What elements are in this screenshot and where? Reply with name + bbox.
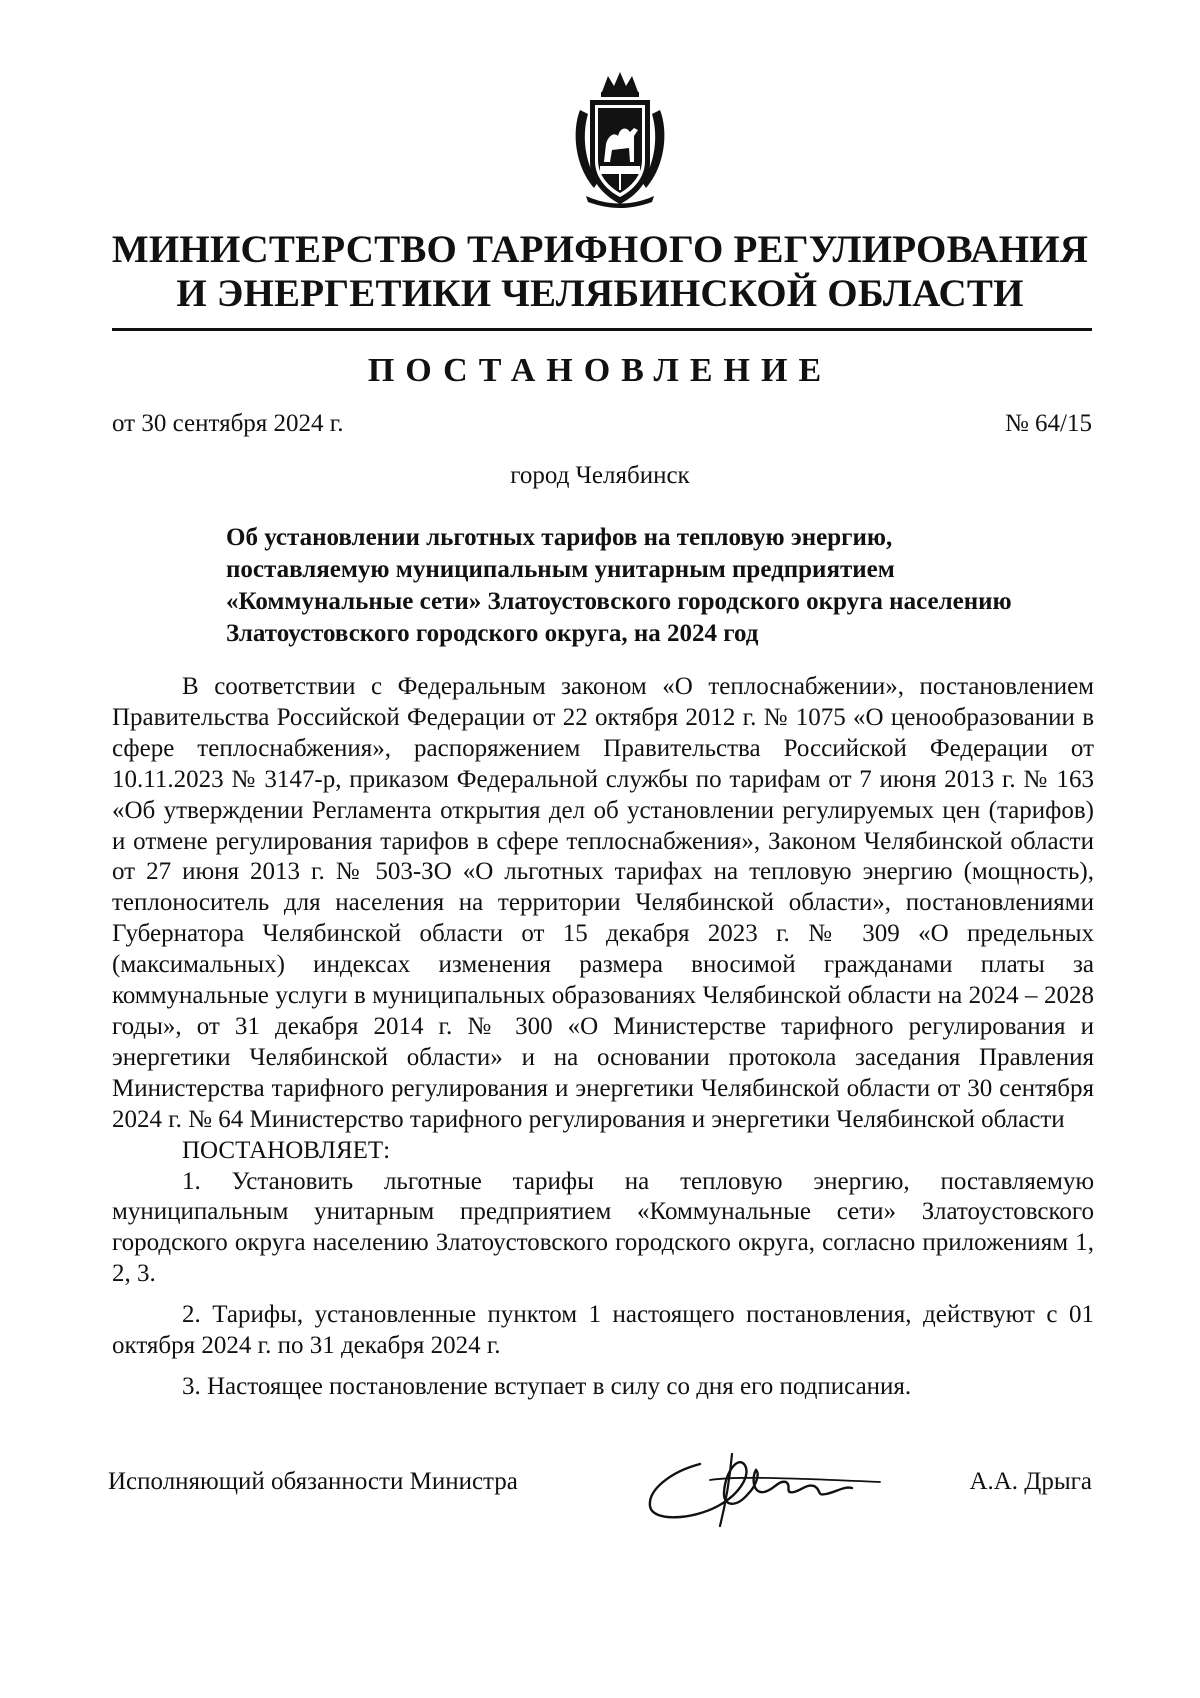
preamble-paragraph: В соответствии с Федеральным законом «О теплоснабжении», постановлением Правительства Российской Федерации от 22 октября 2012 г. № 1075 «О ценообразовании в сфере теплоснабжения», распоряжением Правительства Российской Федерации от 10.11.2023 № 3147-р, приказом Федеральной службы по тарифам от 7 июня 2013 г. № 163 «Об утверждении Регламента открытия дел об установлении регулируемых цен (тарифов) и отмене регулирования тарифов в сфере теплоснабжения», Законом Челябинской области от 27 июня 2013 г. № 503-ЗО «О льготных тарифах на тепловую энергию (мощность), теплоноситель для населения на территории Челябинской области», постановлениями Губернатора Челябинской области от 15 декабря 2023 г. № 309 «О предельных (максимальных) индексах изменения размера вносимой гражданами платы за коммунальные услуги в муниципальных образованиях Челябинской области на 2024 – 2028 годы», от 31 декабря 2014 г. № 300 «О Министерстве тарифного регулирования и энергетики Челябинской области» и на основании протокола заседания Правления Министерства тарифного регулирования и энергетики Челябинской области от 30 сентября 2024 г. № 64 Министерство тарифного регулирования и энергетики Челябинской области [112,673,1094,1133]
resolution-item-1: 1. Установить льготные тарифы на тепловую энергию, поставляемую муниципальным унитарным предприятием «Коммунальные сети» Златоустовского городского округа населению Златоустовского городского округа, согласно приложениям 1, 2, 3. [112,1167,1094,1288]
resolves-heading: ПОСТАНОВЛЯЕТ: [182,1136,391,1164]
document-subject: Об установлении льготных тарифов на тепловую энергию, поставляемую муниципальным унитарным предприятием «Коммунальные сети» Златоустовского городского округа населению Златоустовского городского округа, на 2024 год [226,524,1012,647]
ministry-title-line1: МИНИСТЕРСТВО ТАРИФНОГО РЕГУЛИРОВАНИЯ [111,228,1089,271]
chelyabinsk-coat-of-arms-icon [568,70,672,210]
handwritten-signature [640,1446,900,1530]
ministry-title [100,228,1100,316]
document-date: от 30 сентября 2024 г. [112,410,344,437]
document-city: город Челябинск [510,462,690,489]
resolution-item-2: 2. Тарифы, установленные пунктом 1 настоящего постановления, действуют с 01 октября 2024 г. по 31 декабря 2024 г. [112,1301,1094,1360]
signer-role: Исполняющий обязанности Министра [108,1468,518,1495]
header-divider [112,328,1092,331]
document-number: № 64/15 [1004,410,1092,437]
signer-name: А.А. Дрыга [969,1468,1092,1495]
ministry-title-line2: И ЭНЕРГЕТИКИ ЧЕЛЯБИНСКОЙ ОБЛАСТИ [176,272,1024,315]
resolution-item-3: 3. Настоящее постановление вступает в силу со дня его подписания. [182,1372,912,1400]
document-body [112,672,1094,1403]
document-type: ПОСТАНОВЛЕНИЕ [367,352,833,389]
